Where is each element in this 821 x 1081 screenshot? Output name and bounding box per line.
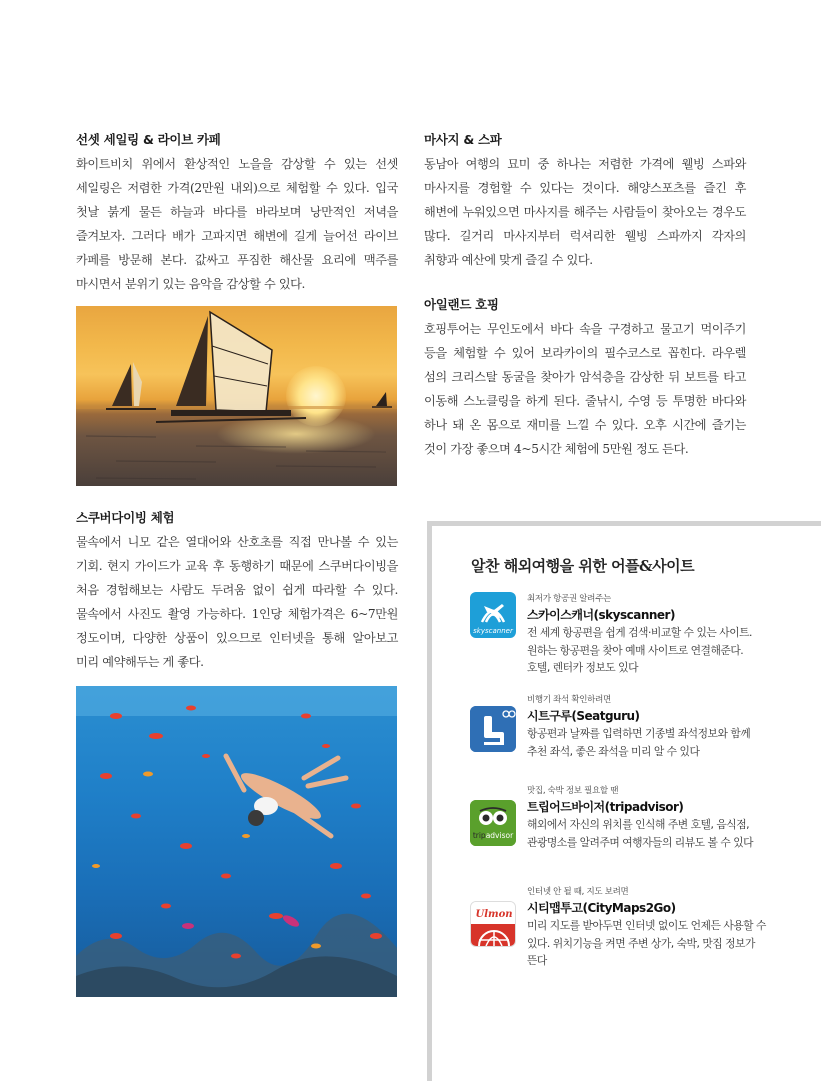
section-island-hopping [424, 295, 746, 461]
section-body: 화이트비치 위에서 환상적인 노을을 감상할 수 있는 선셋 세일링은 저렴한 가격(2만원 내외)으로 체험할 수 있다. 입국 첫날 붉게 물든 하늘과 바다를 바라보며 낭만적인 저녁을 즐겨보자. 그러다 배가 고파지면 해변에 길게 늘어선 라이브 카페를 방문해 본다. 값싸고 푸짐한 해산물 요리에 맥주를 마시면서 분위기 있는 음악을 감상할 수 있다. [76, 157, 398, 291]
app-name: 시트구루(Seatguru) [527, 709, 640, 723]
sunset-sailing-photo [76, 306, 397, 486]
app-tag: 인터넷 안 될 때, 지도 보려면 [527, 887, 629, 897]
app-citymaps2go [470, 885, 770, 975]
underwater-illustration [76, 686, 397, 997]
tripadvisor-icon [470, 800, 516, 846]
app-description: 미리 지도를 받아두면 인터넷 없이도 언제든 사용할 수 있다. 위치기능을 켜면 주변 상가, 숙박, 맛집 정보가 뜬다 [527, 919, 766, 967]
section-title: 마사지 & 스파 [424, 132, 502, 147]
section-title: 스쿠버다이빙 체험 [76, 510, 175, 525]
app-name: 트립어드바이저(tripadvisor) [527, 800, 684, 814]
section-body: 물속에서 니모 같은 열대어와 산호초를 직접 만나볼 수 있는 기회. 현지 가이드가 교육 후 동행하기 때문에 스쿠버다이빙을 처음 경험해보는 사람도 두려움 없이 쉽게 따라할 수 있다. 물속에서 사진도 촬영 가능하다. 1인당 체험가격은 6~7만원 정도이며, 다양한 상품이 있으므로 인터넷을 통해 알아보고 미리 예약해두는 게 좋다. [76, 535, 398, 669]
svg-text:Ulmon: Ulmon [475, 909, 513, 920]
app-description: 항공편과 날짜를 입력하면 기종별 좌석정보와 함께 추천 좌석, 좋은 좌석을 미리 알 수 있다 [527, 727, 751, 758]
scuba-diving-photo [76, 686, 397, 997]
section-sunset-sailing [76, 130, 398, 296]
app-seatguru [470, 693, 770, 773]
app-description: 전 세계 항공편을 쉽게 검색·비교할 수 있는 사이트. 원하는 항공편을 찾아 예매 사이트로 연결해준다. 호텔, 렌터카 정보도 있다 [527, 626, 752, 674]
app-description: 해외에서 자신의 위치를 인식해 주변 호텔, 음식점, 관광명소를 알려주며 여행자들의 리뷰도 볼 수 있다 [527, 818, 754, 849]
seatguru-icon [470, 706, 516, 752]
app-tag: 맛집, 숙박 정보 필요할 땐 [527, 786, 619, 796]
diver-figure [226, 756, 346, 836]
app-skyscanner [470, 592, 770, 682]
app-name: 스카이스캐너(skyscanner) [527, 608, 675, 622]
sailboats-illustration [76, 306, 397, 486]
app-name: 시티맵투고(CityMaps2Go) [527, 901, 676, 915]
app-tripadvisor [470, 784, 770, 874]
section-scuba-diving [76, 508, 398, 674]
app-tag: 최저가 항공권 알려주는 [527, 594, 611, 604]
section-title: 선셋 세일링 & 라이브 카페 [76, 132, 221, 147]
sidebar-title: 알찬 해외여행을 위한 어플&사이트 [471, 557, 695, 575]
section-body: 호핑투어는 무인도에서 바다 속을 구경하고 물고기 먹이주기 등을 체험할 수 있어 보라카이의 필수코스로 꼽힌다. 라우렐 섬의 크리스탈 동굴을 찾아가 암석층을 감상한 뒤 보트를 타고 이동해 스노클링을 하게 된다. 줄낚시, 수영 등 투명한 바다와 하나 돼 온 몸으로 재미를 느낄 수 있다. 오후 시간에 즐기는 것이 가장 좋으며 4~5시간 체험에 5만원 정도 든다. [424, 322, 746, 456]
section-body: 동남아 여행의 묘미 중 하나는 저렴한 가격에 웰빙 스파와 마사지를 경험할 수 있다는 것이다. 해양스포츠를 즐긴 후 해변에 누워있으면 마사지를 해주는 사람들이 찾아오는 경우도 많다. 길거리 마사지부터 럭셔리한 웰빙 스파까지 각자의 취향과 예산에 맞게 즐길 수 있다. [424, 157, 746, 267]
citymaps2go-icon [470, 901, 516, 947]
section-massage-spa [424, 130, 746, 272]
svg-text:tripadvisor: tripadvisor [472, 831, 514, 840]
section-title: 아일랜드 호핑 [424, 297, 499, 312]
svg-text:skyscanner: skyscanner [473, 627, 513, 635]
skyscanner-icon [470, 592, 516, 638]
app-tag: 비행기 좌석 확인하려면 [527, 695, 611, 705]
